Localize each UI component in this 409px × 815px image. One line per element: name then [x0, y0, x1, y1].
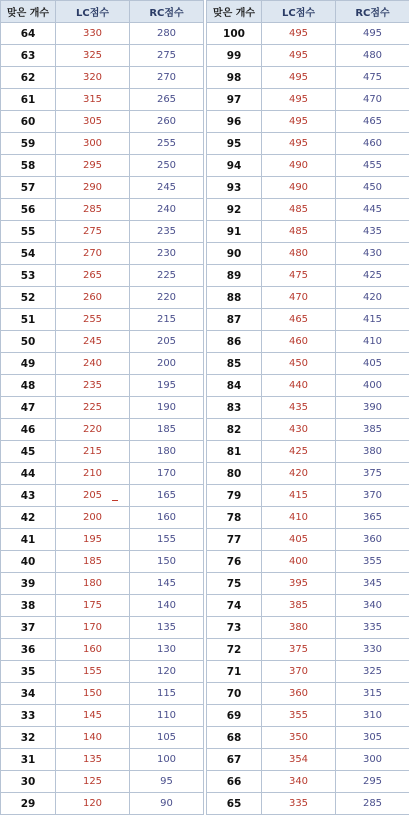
correct-count-cell: 93	[207, 177, 262, 199]
correct-count-cell: 29	[1, 793, 56, 815]
correct-count-cell: 63	[1, 45, 56, 67]
rc-score-cell: 265	[130, 89, 204, 111]
lc-score-cell: 490	[262, 155, 336, 177]
rc-score-cell: 140	[130, 595, 204, 617]
correct-count-cell: 92	[207, 199, 262, 221]
correct-count-cell: 35	[1, 661, 56, 683]
rc-score-cell: 245	[130, 177, 204, 199]
rc-score-cell: 190	[130, 397, 204, 419]
table-row	[1, 441, 204, 463]
table-row	[1, 419, 204, 441]
correct-count-cell: 72	[207, 639, 262, 661]
table-row	[207, 133, 409, 155]
rc-score-cell: 130	[130, 639, 204, 661]
lc-score-cell: 380	[262, 617, 336, 639]
rc-score-cell: 270	[130, 67, 204, 89]
rc-score-cell: 465	[336, 111, 409, 133]
table-row	[1, 243, 204, 265]
correct-count-cell: 41	[1, 529, 56, 551]
rc-score-cell: 345	[336, 573, 409, 595]
lc-score-cell: 495	[262, 67, 336, 89]
table-row	[207, 331, 409, 353]
correct-count-cell: 31	[1, 749, 56, 771]
red-dash-mark	[112, 500, 118, 501]
correct-count-cell: 39	[1, 573, 56, 595]
lc-score-cell: 450	[262, 353, 336, 375]
rc-score-cell: 200	[130, 353, 204, 375]
lc-score-cell: 385	[262, 595, 336, 617]
lc-score-cell: 410	[262, 507, 336, 529]
lc-score-cell: 395	[262, 573, 336, 595]
correct-count-cell: 56	[1, 199, 56, 221]
table-row	[207, 661, 409, 683]
correct-count-cell: 79	[207, 485, 262, 507]
correct-count-cell: 46	[1, 419, 56, 441]
rc-score-cell: 410	[336, 331, 409, 353]
header-lc-score: LC점수	[262, 1, 336, 23]
rc-score-cell: 115	[130, 683, 204, 705]
lc-score-cell: 145	[56, 705, 130, 727]
correct-count-cell: 43	[1, 485, 56, 507]
table-row	[207, 265, 409, 287]
lc-score-cell: 355	[262, 705, 336, 727]
rc-score-cell: 295	[336, 771, 409, 793]
correct-count-cell: 48	[1, 375, 56, 397]
lc-score-cell: 125	[56, 771, 130, 793]
rc-score-cell: 105	[130, 727, 204, 749]
lc-score-cell: 275	[56, 221, 130, 243]
table-row	[207, 177, 409, 199]
correct-count-cell: 83	[207, 397, 262, 419]
rc-score-cell: 305	[336, 727, 409, 749]
lc-score-cell: 465	[262, 309, 336, 331]
lc-score-cell: 210	[56, 463, 130, 485]
table-row	[207, 419, 409, 441]
lc-score-cell: 400	[262, 551, 336, 573]
table-row	[1, 749, 204, 771]
lc-score-cell: 360	[262, 683, 336, 705]
rc-score-cell: 160	[130, 507, 204, 529]
lc-score-cell: 270	[56, 243, 130, 265]
table-row	[1, 617, 204, 639]
table-row	[1, 683, 204, 705]
correct-count-cell: 75	[207, 573, 262, 595]
lc-score-cell: 225	[56, 397, 130, 419]
rc-score-cell: 230	[130, 243, 204, 265]
lc-score-cell: 160	[56, 639, 130, 661]
table-row	[1, 45, 204, 67]
correct-count-cell: 84	[207, 375, 262, 397]
table-row	[1, 573, 204, 595]
table-row	[207, 639, 409, 661]
rc-score-cell: 260	[130, 111, 204, 133]
lc-score-cell: 495	[262, 89, 336, 111]
table-row	[1, 221, 204, 243]
correct-count-cell: 65	[207, 793, 262, 815]
correct-count-cell: 74	[207, 595, 262, 617]
correct-count-cell: 98	[207, 67, 262, 89]
lc-score-cell: 215	[56, 441, 130, 463]
correct-count-cell: 94	[207, 155, 262, 177]
table-row	[1, 595, 204, 617]
table-row	[207, 309, 409, 331]
correct-count-cell: 87	[207, 309, 262, 331]
rc-score-cell: 220	[130, 287, 204, 309]
table-row	[1, 287, 204, 309]
table-row	[1, 727, 204, 749]
lc-score-cell: 150	[56, 683, 130, 705]
lc-score-cell: 460	[262, 331, 336, 353]
table-row	[1, 507, 204, 529]
table-row	[207, 397, 409, 419]
lc-score-cell: 495	[262, 23, 336, 45]
table-row	[1, 23, 204, 45]
correct-count-cell: 96	[207, 111, 262, 133]
rc-score-cell: 340	[336, 595, 409, 617]
rc-score-cell: 120	[130, 661, 204, 683]
correct-count-cell: 38	[1, 595, 56, 617]
lc-score-cell: 475	[262, 265, 336, 287]
lc-score-cell: 325	[56, 45, 130, 67]
rc-score-cell: 180	[130, 441, 204, 463]
lc-score-cell: 300	[56, 133, 130, 155]
lc-score-cell: 135	[56, 749, 130, 771]
correct-count-cell: 49	[1, 353, 56, 375]
correct-count-cell: 57	[1, 177, 56, 199]
table-row	[1, 331, 204, 353]
table-row	[1, 397, 204, 419]
lc-score-cell: 140	[56, 727, 130, 749]
correct-count-cell: 54	[1, 243, 56, 265]
table-row	[207, 793, 409, 815]
table-row	[1, 485, 204, 507]
table-row	[207, 221, 409, 243]
rc-score-cell: 150	[130, 551, 204, 573]
lc-score-cell: 495	[262, 45, 336, 67]
table-row	[207, 551, 409, 573]
rc-score-cell: 430	[336, 243, 409, 265]
lc-score-cell: 315	[56, 89, 130, 111]
lc-score-cell: 495	[262, 111, 336, 133]
correct-count-cell: 55	[1, 221, 56, 243]
rc-score-cell: 205	[130, 331, 204, 353]
lc-score-cell: 180	[56, 573, 130, 595]
table-row	[1, 463, 204, 485]
correct-count-cell: 86	[207, 331, 262, 353]
table-row	[207, 155, 409, 177]
rc-score-cell: 250	[130, 155, 204, 177]
correct-count-cell: 60	[1, 111, 56, 133]
correct-count-cell: 62	[1, 67, 56, 89]
table-row	[1, 155, 204, 177]
correct-count-cell: 32	[1, 727, 56, 749]
table-row	[207, 67, 409, 89]
rc-score-cell: 145	[130, 573, 204, 595]
lc-score-cell: 175	[56, 595, 130, 617]
rc-score-cell: 185	[130, 419, 204, 441]
rc-score-cell: 155	[130, 529, 204, 551]
table-row	[207, 683, 409, 705]
lc-score-cell: 290	[56, 177, 130, 199]
correct-count-cell: 59	[1, 133, 56, 155]
correct-count-cell: 30	[1, 771, 56, 793]
correct-count-cell: 45	[1, 441, 56, 463]
lc-score-cell: 415	[262, 485, 336, 507]
lc-score-cell: 430	[262, 419, 336, 441]
lc-score-cell: 240	[56, 353, 130, 375]
table-row	[1, 375, 204, 397]
correct-count-cell: 69	[207, 705, 262, 727]
rc-score-cell: 300	[336, 749, 409, 771]
lc-score-cell: 255	[56, 309, 130, 331]
lc-score-cell: 490	[262, 177, 336, 199]
table-row	[207, 45, 409, 67]
table-header-row	[207, 1, 409, 23]
rc-score-cell: 405	[336, 353, 409, 375]
table-row	[207, 485, 409, 507]
header-rc-score: RC점수	[130, 1, 204, 23]
correct-count-cell: 81	[207, 441, 262, 463]
lc-score-cell: 470	[262, 287, 336, 309]
table-row	[207, 463, 409, 485]
table-row	[1, 353, 204, 375]
lc-score-cell: 370	[262, 661, 336, 683]
score-table-right	[206, 0, 409, 815]
rc-score-cell: 435	[336, 221, 409, 243]
rc-score-cell: 135	[130, 617, 204, 639]
lc-score-cell: 120	[56, 793, 130, 815]
lc-score-cell: 260	[56, 287, 130, 309]
rc-score-cell: 415	[336, 309, 409, 331]
table-row	[1, 133, 204, 155]
table-row	[1, 265, 204, 287]
lc-score-cell: 220	[56, 419, 130, 441]
rc-score-cell: 310	[336, 705, 409, 727]
table-row	[1, 661, 204, 683]
correct-count-cell: 78	[207, 507, 262, 529]
header-rc-score: RC점수	[336, 1, 409, 23]
rc-score-cell: 240	[130, 199, 204, 221]
rc-score-cell: 325	[336, 661, 409, 683]
header-lc-score: LC점수	[56, 1, 130, 23]
table-row	[207, 617, 409, 639]
correct-count-cell: 66	[207, 771, 262, 793]
lc-score-cell: 320	[56, 67, 130, 89]
correct-count-cell: 73	[207, 617, 262, 639]
table-row	[1, 67, 204, 89]
score-table-left	[0, 0, 204, 815]
lc-score-cell: 305	[56, 111, 130, 133]
header-correct-count: 맞은 개수	[1, 1, 56, 23]
table-row	[207, 595, 409, 617]
rc-score-cell: 280	[130, 23, 204, 45]
table-row	[207, 441, 409, 463]
lc-score-cell: 335	[262, 793, 336, 815]
table-row	[1, 89, 204, 111]
correct-count-cell: 68	[207, 727, 262, 749]
rc-score-cell: 215	[130, 309, 204, 331]
correct-count-cell: 58	[1, 155, 56, 177]
rc-score-cell: 315	[336, 683, 409, 705]
correct-count-cell: 70	[207, 683, 262, 705]
lc-score-cell: 440	[262, 375, 336, 397]
rc-score-cell: 460	[336, 133, 409, 155]
table-row	[1, 309, 204, 331]
correct-count-cell: 95	[207, 133, 262, 155]
lc-score-cell: 295	[56, 155, 130, 177]
table-row	[1, 529, 204, 551]
rc-score-cell: 225	[130, 265, 204, 287]
correct-count-cell: 51	[1, 309, 56, 331]
correct-count-cell: 88	[207, 287, 262, 309]
rc-score-cell: 390	[336, 397, 409, 419]
rc-score-cell: 475	[336, 67, 409, 89]
lc-score-cell: 480	[262, 243, 336, 265]
lc-score-cell: 435	[262, 397, 336, 419]
rc-score-cell: 470	[336, 89, 409, 111]
table-row	[207, 287, 409, 309]
lc-score-cell: 195	[56, 529, 130, 551]
correct-count-cell: 91	[207, 221, 262, 243]
table-row	[207, 199, 409, 221]
lc-score-cell: 495	[262, 133, 336, 155]
lc-score-cell: 285	[56, 199, 130, 221]
rc-score-cell: 90	[130, 793, 204, 815]
correct-count-cell: 33	[1, 705, 56, 727]
correct-count-cell: 36	[1, 639, 56, 661]
rc-score-cell: 110	[130, 705, 204, 727]
table-row	[1, 111, 204, 133]
correct-count-cell: 53	[1, 265, 56, 287]
correct-count-cell: 40	[1, 551, 56, 573]
rc-score-cell: 360	[336, 529, 409, 551]
rc-score-cell: 170	[130, 463, 204, 485]
table-row	[1, 639, 204, 661]
lc-score-cell: 235	[56, 375, 130, 397]
lc-score-cell: 170	[56, 617, 130, 639]
lc-score-cell: 340	[262, 771, 336, 793]
lc-score-cell: 245	[56, 331, 130, 353]
correct-count-cell: 89	[207, 265, 262, 287]
table-row	[207, 507, 409, 529]
correct-count-cell: 76	[207, 551, 262, 573]
rc-score-cell: 355	[336, 551, 409, 573]
table-row	[207, 375, 409, 397]
correct-count-cell: 44	[1, 463, 56, 485]
correct-count-cell: 97	[207, 89, 262, 111]
lc-score-cell: 425	[262, 441, 336, 463]
table-row	[1, 177, 204, 199]
correct-count-cell: 50	[1, 331, 56, 353]
rc-score-cell: 400	[336, 375, 409, 397]
correct-count-cell: 71	[207, 661, 262, 683]
correct-count-cell: 85	[207, 353, 262, 375]
rc-score-cell: 370	[336, 485, 409, 507]
rc-score-cell: 165	[130, 485, 204, 507]
correct-count-cell: 67	[207, 749, 262, 771]
table-header-row	[1, 1, 204, 23]
table-row	[207, 727, 409, 749]
correct-count-cell: 47	[1, 397, 56, 419]
correct-count-cell: 52	[1, 287, 56, 309]
rc-score-cell: 455	[336, 155, 409, 177]
rc-score-cell: 420	[336, 287, 409, 309]
rc-score-cell: 330	[336, 639, 409, 661]
rc-score-cell: 335	[336, 617, 409, 639]
correct-count-cell: 42	[1, 507, 56, 529]
rc-score-cell: 275	[130, 45, 204, 67]
correct-count-cell: 90	[207, 243, 262, 265]
table-row	[207, 573, 409, 595]
table-row	[1, 793, 204, 815]
rc-score-cell: 445	[336, 199, 409, 221]
table-row	[207, 749, 409, 771]
lc-score-cell: 265	[56, 265, 130, 287]
lc-score-cell: 354	[262, 749, 336, 771]
rc-score-cell: 375	[336, 463, 409, 485]
rc-score-cell: 95	[130, 771, 204, 793]
table-row	[207, 771, 409, 793]
correct-count-cell: 34	[1, 683, 56, 705]
rc-score-cell: 255	[130, 133, 204, 155]
rc-score-cell: 380	[336, 441, 409, 463]
table-row	[207, 243, 409, 265]
lc-score-cell: 405	[262, 529, 336, 551]
rc-score-cell: 425	[336, 265, 409, 287]
table-row	[1, 199, 204, 221]
lc-score-cell: 185	[56, 551, 130, 573]
rc-score-cell: 365	[336, 507, 409, 529]
table-row	[207, 23, 409, 45]
lc-score-cell: 200	[56, 507, 130, 529]
rc-score-cell: 235	[130, 221, 204, 243]
table-row	[207, 89, 409, 111]
rc-score-cell: 480	[336, 45, 409, 67]
correct-count-cell: 77	[207, 529, 262, 551]
rc-score-cell: 195	[130, 375, 204, 397]
lc-score-cell: 205	[56, 485, 130, 507]
correct-count-cell: 61	[1, 89, 56, 111]
table-row	[207, 111, 409, 133]
correct-count-cell: 80	[207, 463, 262, 485]
table-row	[207, 529, 409, 551]
table-row	[207, 705, 409, 727]
correct-count-cell: 64	[1, 23, 56, 45]
rc-score-cell: 285	[336, 793, 409, 815]
lc-score-cell: 420	[262, 463, 336, 485]
lc-score-cell: 485	[262, 221, 336, 243]
table-row	[1, 771, 204, 793]
lc-score-cell: 330	[56, 23, 130, 45]
header-correct-count: 맞은 개수	[207, 1, 262, 23]
correct-count-cell: 37	[1, 617, 56, 639]
correct-count-cell: 99	[207, 45, 262, 67]
lc-score-cell: 350	[262, 727, 336, 749]
correct-count-cell: 82	[207, 419, 262, 441]
rc-score-cell: 385	[336, 419, 409, 441]
rc-score-cell: 495	[336, 23, 409, 45]
table-row	[1, 551, 204, 573]
rc-score-cell: 450	[336, 177, 409, 199]
rc-score-cell: 100	[130, 749, 204, 771]
lc-score-cell: 375	[262, 639, 336, 661]
table-row	[207, 353, 409, 375]
lc-score-cell: 155	[56, 661, 130, 683]
correct-count-cell: 100	[207, 23, 262, 45]
lc-score-cell: 485	[262, 199, 336, 221]
table-row	[1, 705, 204, 727]
